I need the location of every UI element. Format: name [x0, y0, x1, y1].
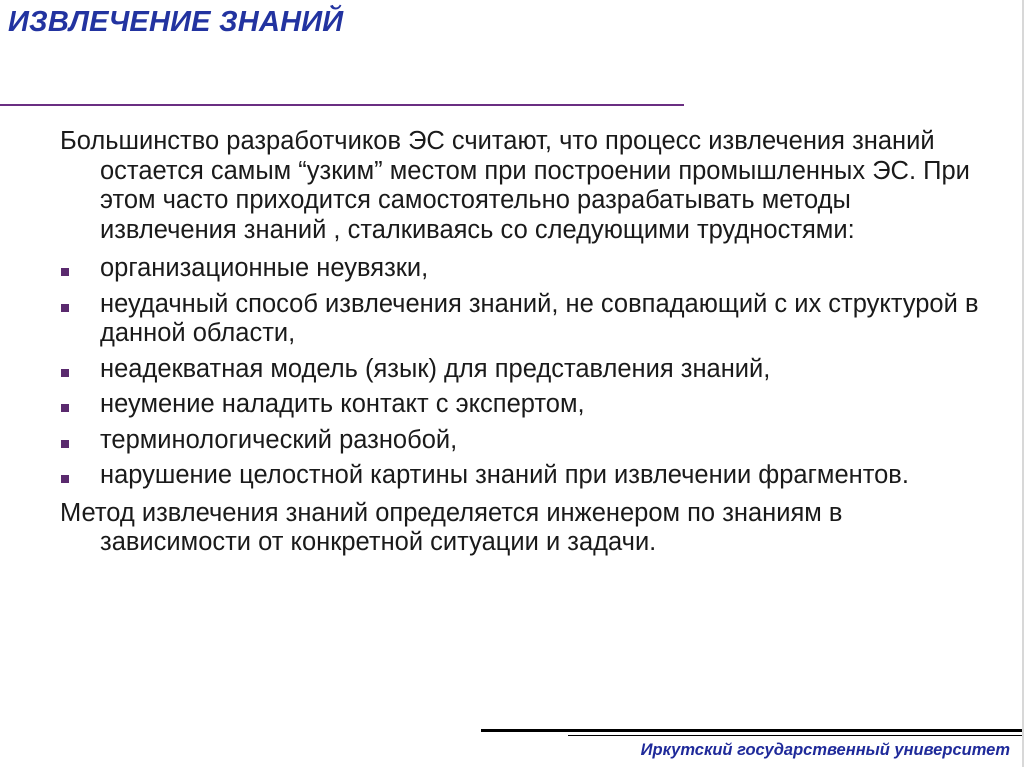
- square-bullet-icon: [61, 404, 69, 412]
- list-item-text: неудачный способ извлечения знаний, не совпадающий с их структурой в данной области,: [100, 289, 979, 347]
- square-bullet-icon: [61, 268, 69, 276]
- list-item: [60, 426, 990, 456]
- list-item-text: нарушение целостной картины знаний при извлечении фрагментов.: [100, 461, 909, 489]
- list-item-text: терминологический разнобой,: [100, 425, 458, 454]
- list-item: [60, 290, 990, 349]
- square-bullet-icon: [61, 304, 69, 312]
- list-item: [60, 461, 990, 491]
- footer-divider-thin: [568, 735, 1024, 736]
- difficulties-list: [60, 254, 990, 491]
- list-item: [60, 390, 990, 420]
- title-divider: [0, 104, 684, 106]
- conclusion-paragraph: Метод извлечения знаний определяется инженером по знаниям в зависимости от конкретной ситуации и задачи.: [60, 498, 843, 556]
- square-bullet-icon: [61, 369, 69, 377]
- list-item: [60, 355, 990, 385]
- square-bullet-icon: [61, 440, 69, 448]
- slide-content: [60, 127, 990, 558]
- slide-title: ИЗВЛЕЧЕНИЕ ЗНАНИЙ: [8, 6, 344, 38]
- list-item-text: неадекватная модель (язык) для представления знаний,: [100, 354, 771, 383]
- footer-university: Иркутский государственный университет: [640, 741, 1010, 759]
- list-item-text: организационные неувязки,: [100, 254, 429, 282]
- square-bullet-icon: [61, 475, 69, 483]
- footer-divider-thick: [481, 729, 1024, 732]
- intro-paragraph: Большинство разработчиков ЭС считают, что процесс извлечения знаний остается самым “узким” местом при построении промышленных ЭС. При этом часто приходится самостоятельно разрабатывать методы извлечения знаний , сталкиваясь со следующими трудностями:: [60, 127, 970, 244]
- list-item: [60, 254, 990, 284]
- list-item-text: неумение наладить контакт с экспертом,: [100, 390, 585, 418]
